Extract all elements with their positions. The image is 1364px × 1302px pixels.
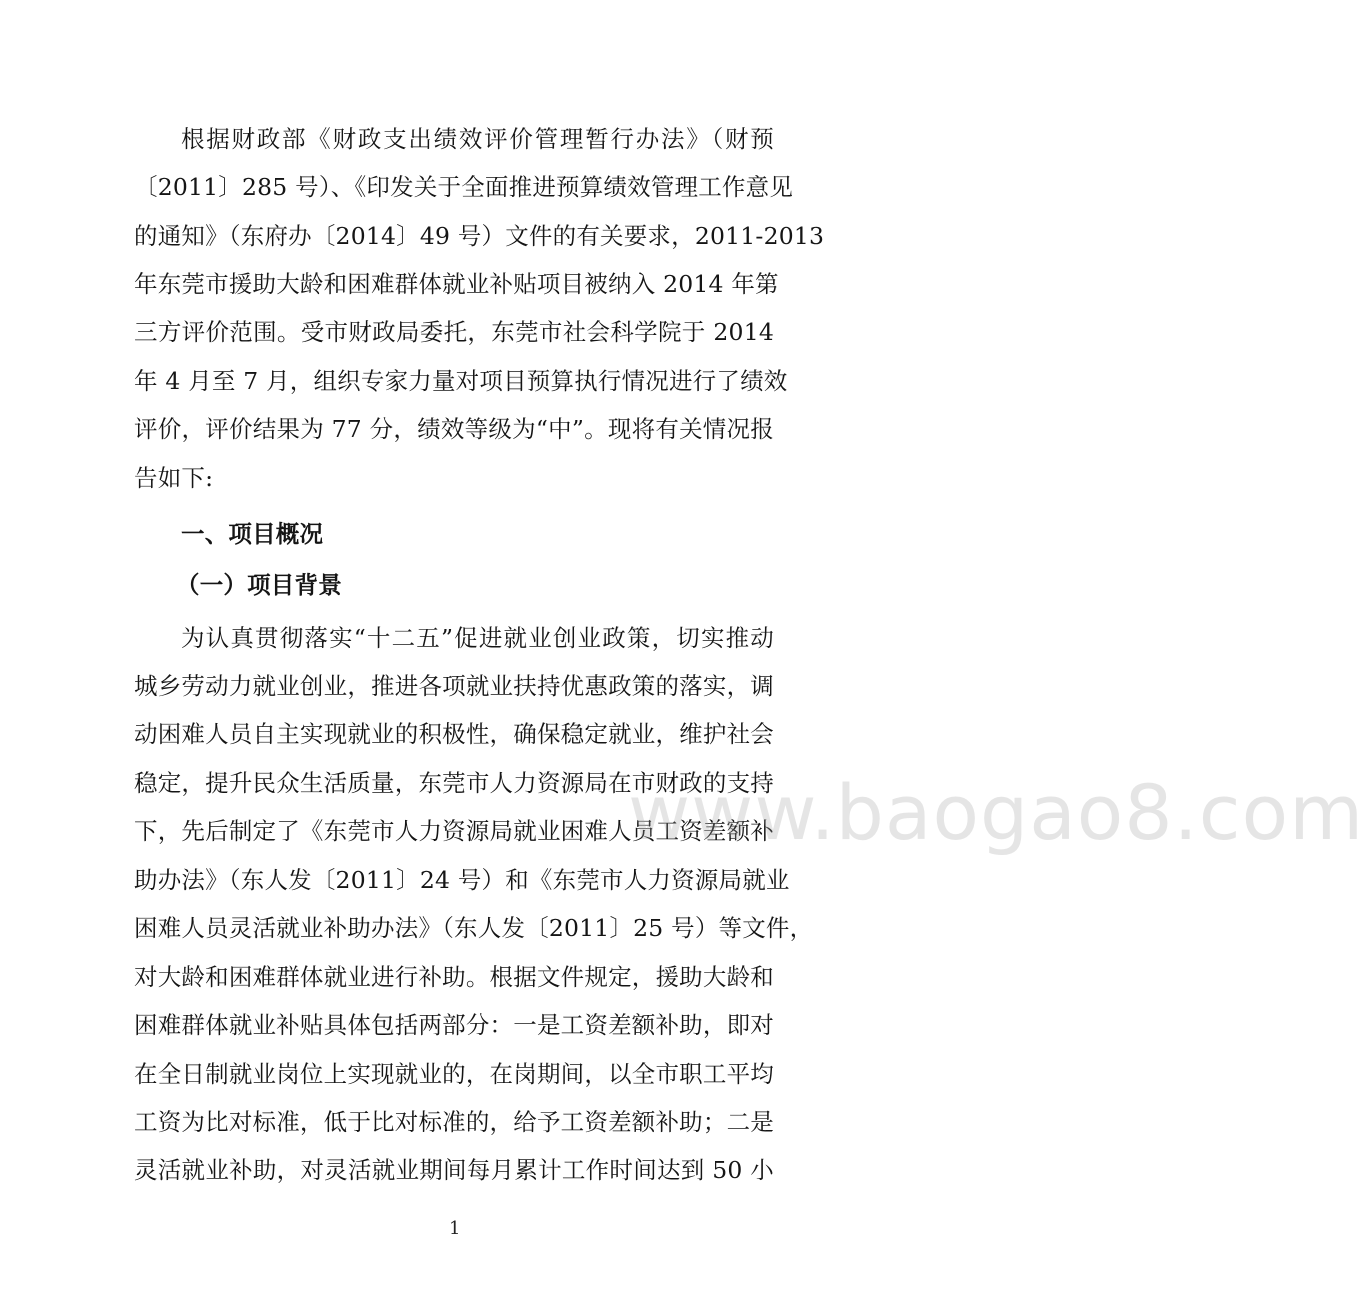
body-line-11: 工资为比对标准，低于比对标准的，给予工资差额补助；二是 bbox=[134, 1108, 774, 1136]
intro-line-4: 年东莞市援助大龄和困难群体就业补贴项目被纳入 2014 年第 bbox=[134, 270, 779, 298]
intro-line-2: 〔2011〕285 号）、《印发关于全面推进预算绩效管理工作意见 bbox=[134, 173, 794, 201]
body-line-10: 在全日制就业岗位上实现就业的，在岗期间，以全市职工平均 bbox=[134, 1060, 774, 1088]
watermark-text: www.baogao8.com bbox=[628, 768, 1364, 857]
body-line-3: 动困难人员自主实现就业的积极性，确保稳定就业，维护社会 bbox=[134, 720, 774, 748]
intro-line-3: 的通知》（东府办〔2014〕49 号）文件的有关要求，2011-2013 bbox=[134, 222, 825, 250]
section-heading: 一、项目概况 bbox=[181, 520, 324, 548]
intro-line-5: 三方评价范围。受市财政局委托，东莞市社会科学院于 2014 bbox=[134, 318, 774, 346]
body-line-9: 困难群体就业补贴具体包括两部分：一是工资差额补助，即对 bbox=[134, 1011, 774, 1039]
intro-line-6: 年 4 月至 7 月，组织专家力量对项目预算执行情况进行了绩效 bbox=[134, 367, 788, 395]
intro-line-1: 根据财政部《财政支出绩效评价管理暂行办法》（财预 bbox=[181, 125, 774, 153]
body-line-8: 对大龄和困难群体就业进行补助。根据文件规定，援助大龄和 bbox=[134, 963, 774, 991]
subsection-heading: （一）项目背景 bbox=[176, 571, 342, 599]
body-line-5: 下，先后制定了《东莞市人力资源局就业困难人员工资差额补 bbox=[134, 817, 774, 845]
body-line-6: 助办法》（东人发〔2011〕24 号）和《东莞市人力资源局就业 bbox=[134, 866, 790, 894]
intro-line-7: 评价，评价结果为 77 分，绩效等级为“中”。现将有关情况报 bbox=[134, 415, 774, 443]
body-line-7: 困难人员灵活就业补助办法》（东人发〔2011〕25 号）等文件， bbox=[134, 914, 814, 942]
body-line-12: 灵活就业补助，对灵活就业期间每月累计工作时间达到 50 小 bbox=[134, 1156, 774, 1184]
page-number: 1 bbox=[449, 1218, 461, 1239]
intro-line-8: 告如下: bbox=[134, 464, 214, 492]
body-line-2: 城乡劳动力就业创业，推进各项就业扶持优惠政策的落实，调 bbox=[134, 672, 774, 700]
body-line-4: 稳定，提升民众生活质量，东莞市人力资源局在市财政的支持 bbox=[134, 769, 774, 797]
body-line-1: 为认真贯彻落实“十二五”促进就业创业政策，切实推动 bbox=[181, 624, 774, 652]
